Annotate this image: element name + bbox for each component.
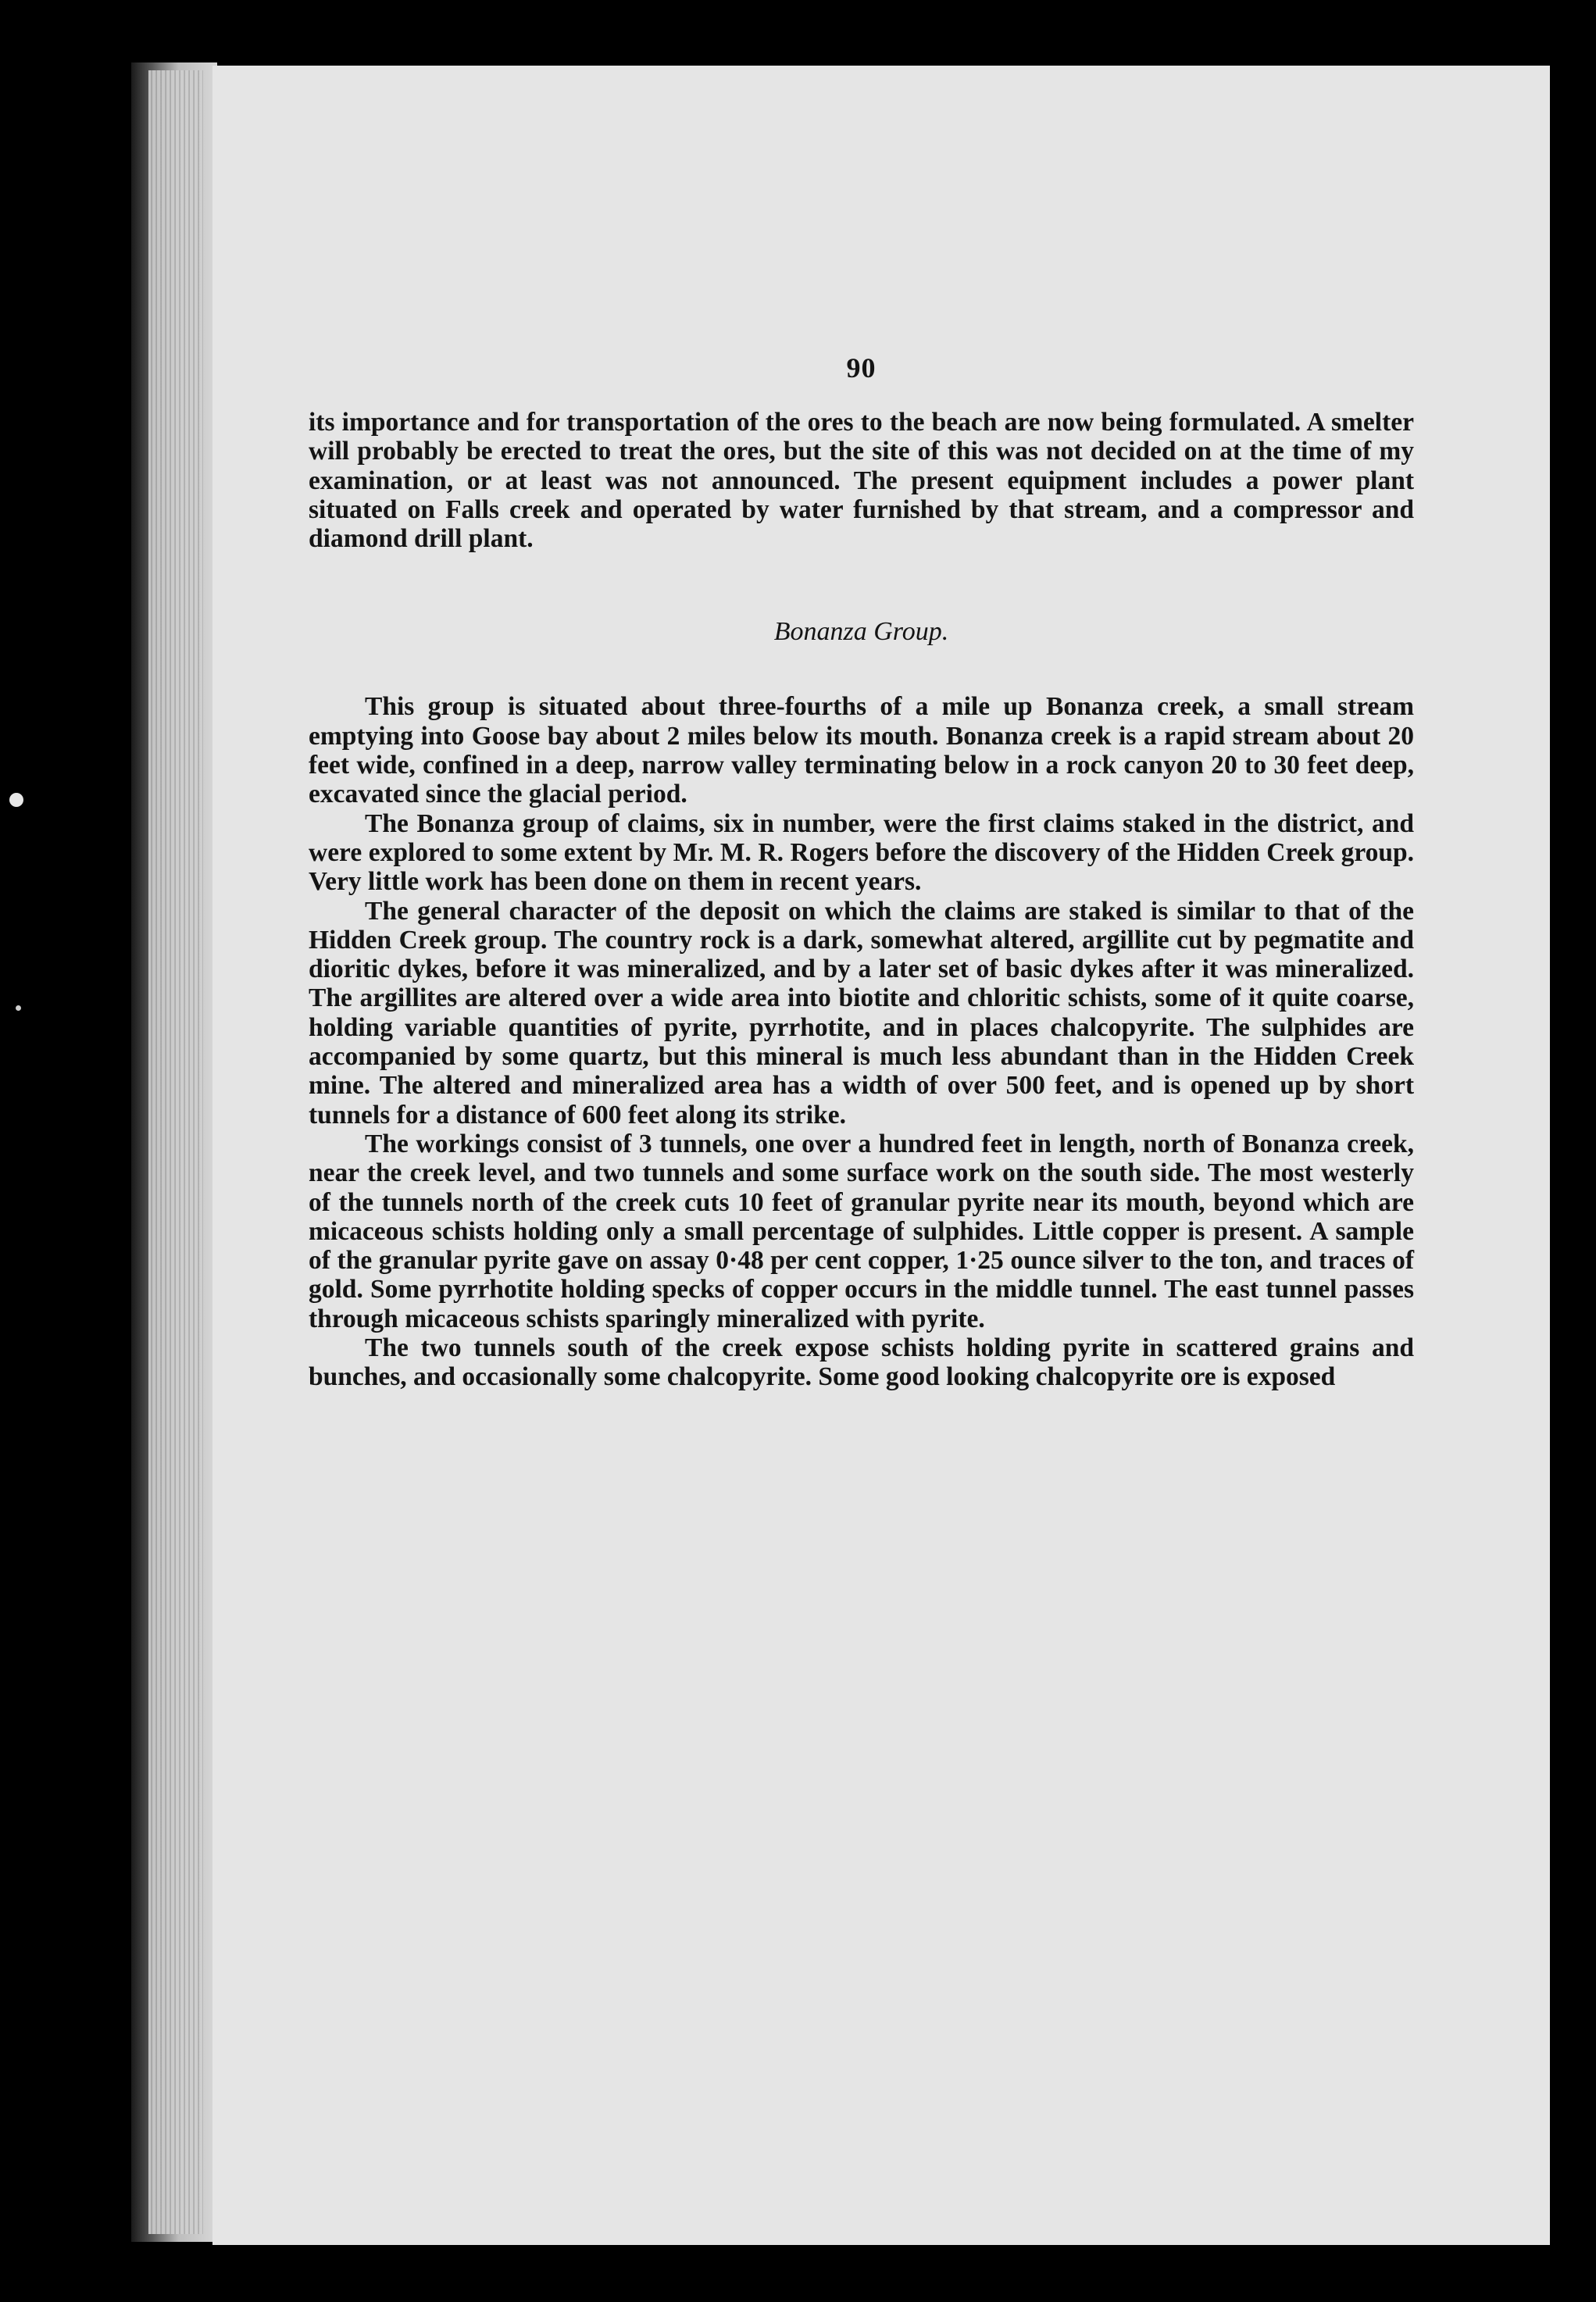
paragraph-location: This group is situated about three-fourths of a mile up Bonanza creek, a small stream emptying into Goose bay about 2 miles below its mouth. Bonanza creek is a rapid stream about 20 feet wide, confined in a deep, narrow valley terminating below in a rock canyon 20 to 30 feet deep, excavated since the glacial period.: [309, 692, 1414, 809]
paragraph-workings: The workings consist of 3 tunnels, one over a hundred feet in length, north of Bonanza creek, near the creek level, and two tunnels and some surface work on the south side. The most westerly of the tunnels north of the creek cuts 10 feet of granular pyrite near its mouth, beyond which are micaceous schists holding only a small percentage of sulphides. Little copper is present. A sample of the granular pyrite gave on assay 0·48 per cent copper, 1·25 ounce silver to the ton, and traces of gold. Some pyrrhotite holding specks of copper occurs in the middle tunnel. The east tunnel passes through micaceous schists sparingly mineralized with pyrite.: [309, 1129, 1414, 1333]
scan-artifact-dot-small: [16, 1005, 21, 1011]
text-column: [309, 352, 1414, 1392]
opening-paragraph: its importance and for transportation of the ores to the beach are now being formulated. A smelter will probably be erected to treat the ores, but the site of this was not decided on at the time of my examination, or at least was not announced. The present equipment includes a power plant situated on Falls creek and operated by water furnished by that stream, and a compressor and diamond drill plant.: [309, 408, 1414, 554]
section-title: Bonanza Group.: [773, 617, 949, 647]
page-stack-edges: [148, 70, 203, 2234]
paragraph-deposit-character: The general character of the deposit on which the claims are staked is similar to that of the Hidden Creek group. The country rock is a dark, somewhat altered, argillite cut by pegmatite and dioritic dykes, before it was mineralized, and by a later set of basic dykes after it was mineralized. The argillites are altered over a wide area into biotite and chloritic schists, some of it quite coarse, holding variable quantities of pyrite, pyrrhotite, and in places chalcopyrite. The sulphides are accompanied by some quartz, but this mineral is much less abundant than in the Hidden Creek mine. The altered and mineralized area has a width of over 500 feet, and is opened up by short tunnels for a distance of 600 feet along its strike.: [309, 896, 1414, 1130]
scan-artifact-dot: [9, 793, 23, 807]
paragraph-south-tunnels: The two tunnels south of the creek expose schists holding pyrite in scattered grains and bunches, and occasionally some chalcopyrite. Some good looking chalcopyrite ore is exposed: [309, 1333, 1414, 1392]
page-number: 90: [846, 352, 877, 384]
paragraph-claims: The Bonanza group of claims, six in number, were the first claims staked in the district, and were explored to some extent by Mr. M. R. Rogers before the discovery of the Hidden Creek group. Very little work has been done on them in recent years.: [309, 808, 1414, 897]
